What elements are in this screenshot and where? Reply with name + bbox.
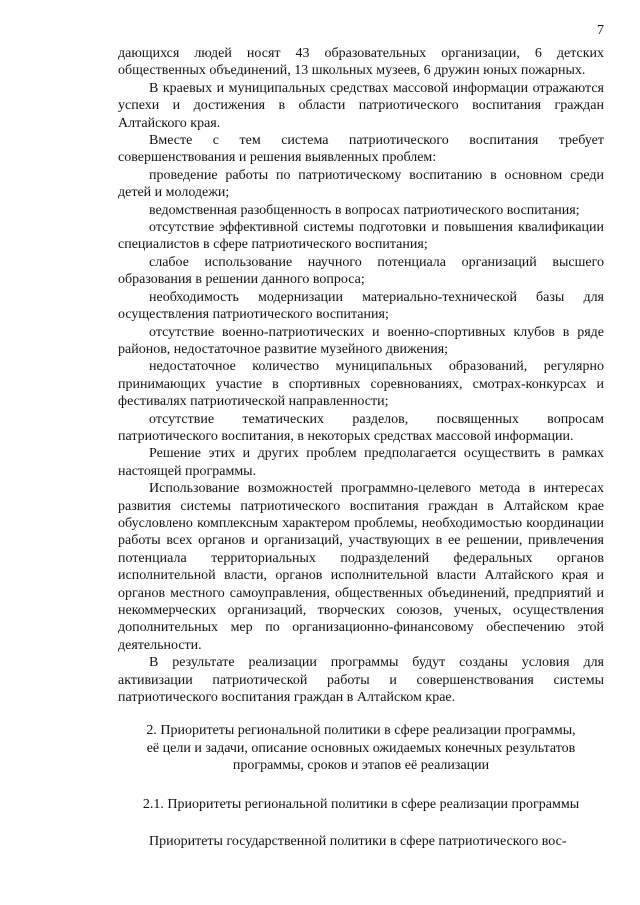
page-number: 7 — [597, 23, 604, 38]
subsection-heading: 2.1. Приоритеты региональной политики в сфере реализации программы — [142, 796, 580, 812]
section-heading — [118, 722, 604, 774]
document-body — [118, 45, 604, 850]
paragraph-continuation: дающихся людей носят 43 образовательных организации, 6 детских общественных объединений, 13 школьных музеев, 6 дружин юных пожарных. — [118, 46, 604, 79]
spacer — [118, 813, 604, 833]
problem-item: отсутствие тематических разделов, посвященных вопросам патриотического воспитания, в некоторых средствах массовой информации. — [118, 411, 604, 444]
problem-item: отсутствие военно-патриотических и военно-спортивных клубов в ряде районов, недостаточное развитие музейного движения; — [118, 324, 604, 357]
problem-item: слабое использование научного потенциала организаций высшего образования в решении данного вопроса; — [118, 254, 604, 288]
paragraph-media: В краевых и муниципальных средствах массовой информации отражаются успехи и достижения в области патриотического воспитания граждан Алтайского края. — [118, 80, 604, 131]
section-heading-line: 2. Приоритеты региональной политики в сфере реализации программы, — [146, 723, 576, 739]
problem-item: отсутствие эффективной системы подготовки и повышения квалификации специалистов в сфере патриотического воспитания; — [118, 220, 604, 253]
paragraph-program-method: Использование возможностей программно-целевого метода в интересах развития системы патриотического воспитания граждан в Алтайском крае обусловлено комплексным характером проблемы, необходимостью координации работы всех органов и организаций, участвующих в ее решении, привлечения потенциала территориальных подразделений федеральных органов исполнительной власти, органов исполнительной власти Алтайского края и органов местного самоуправления, общественных объединений, предприятий и некоммерческих организаций, творческих союзов, ученых, осуществления дополнительных мер по организационно-финансовому обеспечению этой деятельности. — [118, 481, 604, 653]
paragraph-result: В результате реализации программы будут созданы условия для активизации патриотической работы и совершенствования системы патриотического воспитания граждан в Алтайском крае. — [118, 655, 604, 706]
problem-item: недостаточное количество муниципальных образований, регулярно принимающих участие в спортивных соревнованиях, смотрах-конкурсах и фестивалях патриотической направленности; — [118, 359, 604, 410]
problem-item: необходимость модернизации материально-технической базы для осуществления патриотического воспитания; — [118, 289, 604, 323]
paragraph-solution: Решение этих и других проблем предполагается осуществить в рамках настоящей программы. — [118, 446, 604, 479]
paragraph-problems-intro: Вместе с тем система патриотического воспитания требует совершенствования и решения выявленных проблем: — [118, 133, 604, 166]
section-heading-line: её цели и задачи, описание основных ожидаемых конечных результатов — [146, 740, 576, 756]
section-heading-line: программы, сроков и этапов её реализации — [232, 758, 490, 774]
spacer — [118, 706, 604, 722]
problem-item: проведение работы по патриотическому воспитанию в основном среди детей и молодежи; — [118, 167, 604, 201]
problem-item: ведомственная разобщенность в вопросах патриотического воспитания; — [149, 202, 580, 218]
spacer — [118, 775, 604, 796]
paragraph-priorities: Приоритеты государственной политики в сфере патриотического вос- — [149, 834, 567, 850]
